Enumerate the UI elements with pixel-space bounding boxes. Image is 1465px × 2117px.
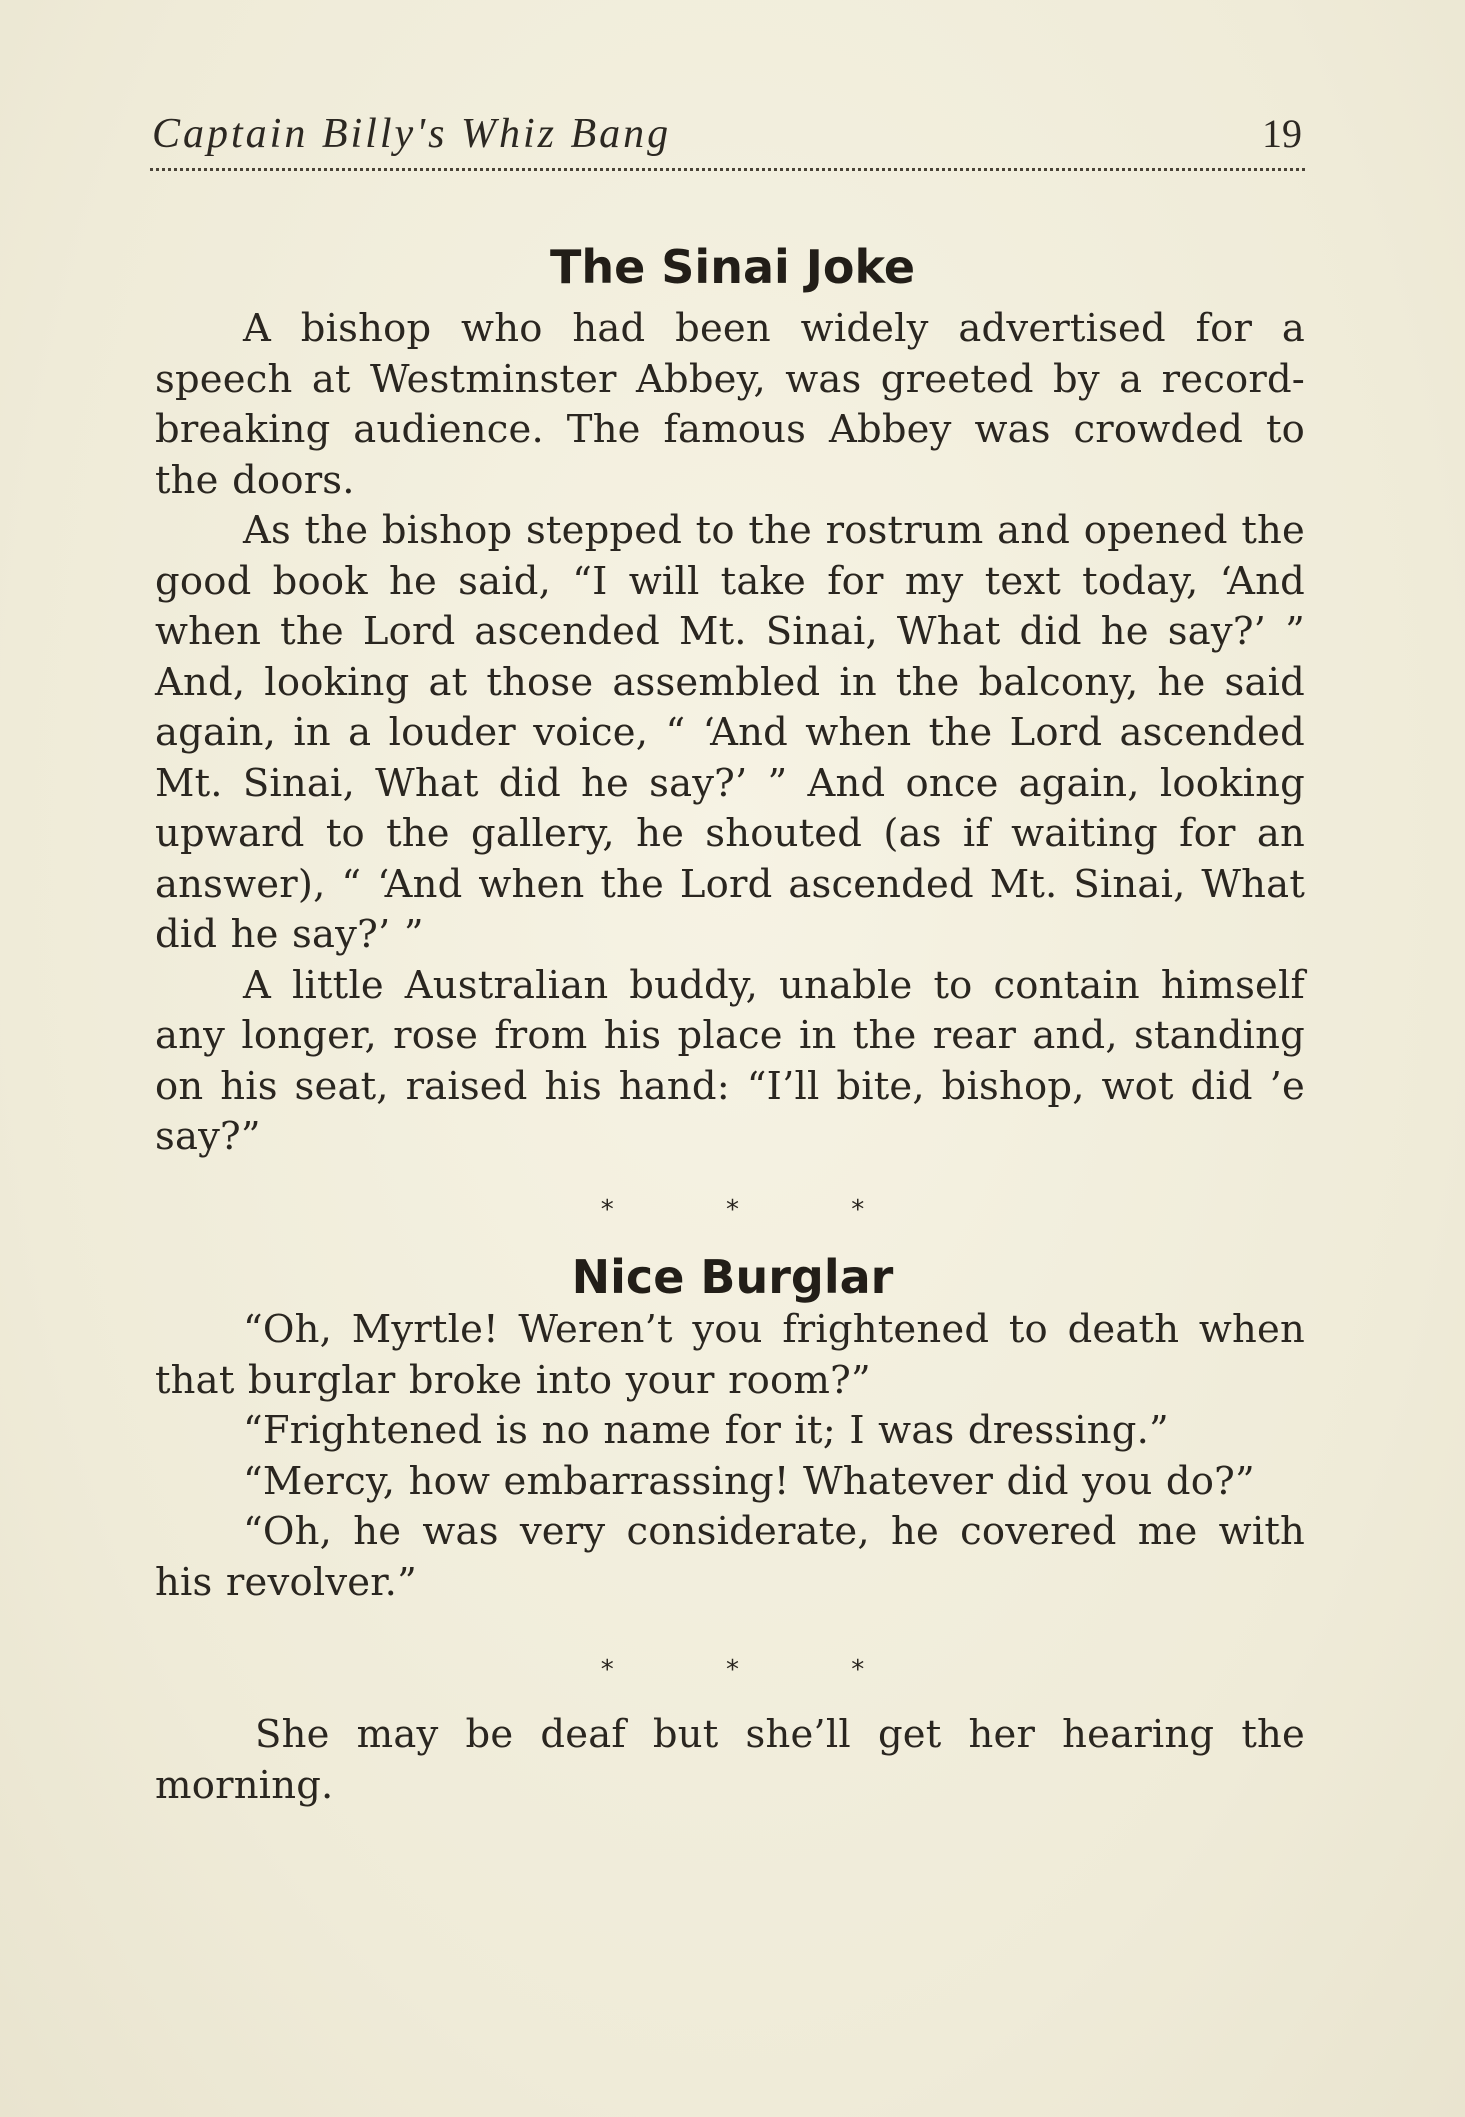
article-body-nice-burglar xyxy=(155,1305,1305,1608)
header-rule xyxy=(150,168,1305,171)
paragraph: “Oh, Myrtle! Weren’t you frightened to death when that burglar broke into your room?” xyxy=(155,1307,1305,1403)
closing-joke xyxy=(155,1710,1305,1811)
magazine-title: Captain Billy's Whiz Bang xyxy=(152,111,672,157)
paragraph: “Oh, he was very considerate, he covered me with his revolver.” xyxy=(155,1509,1305,1605)
paragraph: “Mercy, how embarrassing! Whatever did you do?” xyxy=(243,1458,1255,1504)
article-body-sinai-joke xyxy=(155,304,1305,1163)
asterisk-separator: * * * xyxy=(600,1195,917,1225)
paragraph: “Frightened is no name for it; I was dressing.” xyxy=(243,1408,1169,1453)
paragraph: She may be deaf but she’ll get her hearing the morning. xyxy=(155,1712,1305,1808)
page-number: 19 xyxy=(1262,111,1302,156)
asterisk-separator: * * * xyxy=(600,1655,917,1685)
article-title-sinai-joke: The Sinai Joke xyxy=(549,240,916,294)
running-head xyxy=(152,110,1302,170)
paragraph: As the bishop stepped to the rostrum and opened the good book he said, “I will take for my text today, ‘And when the Lord ascended Mt. Sinai, What did he say?’ ” And, looking at those assembled in the balcony, he said again, in a louder voice, “ ‘And when the Lord ascended Mt. Sinai, What did he say?’ ” And once again, looking upward to the gallery, he shouted (as if waiting for an answer), “ ‘And when the Lord ascended Mt. Sinai, What did he say?’ ” xyxy=(155,508,1305,957)
article-title-nice-burglar: Nice Burglar xyxy=(571,1250,894,1304)
paragraph: A bishop who had been widely advertised for a speech at Westminster Abbey, was greeted by a record-breaking audience. The famous Abbey was crowded to the doors. xyxy=(155,306,1305,503)
paragraph: A little Australian buddy, unable to contain himself any longer, rose from his place in the rear and, standing on his seat, raised his hand: “I’ll bite, bishop, wot did ’e say?” xyxy=(155,962,1305,1159)
